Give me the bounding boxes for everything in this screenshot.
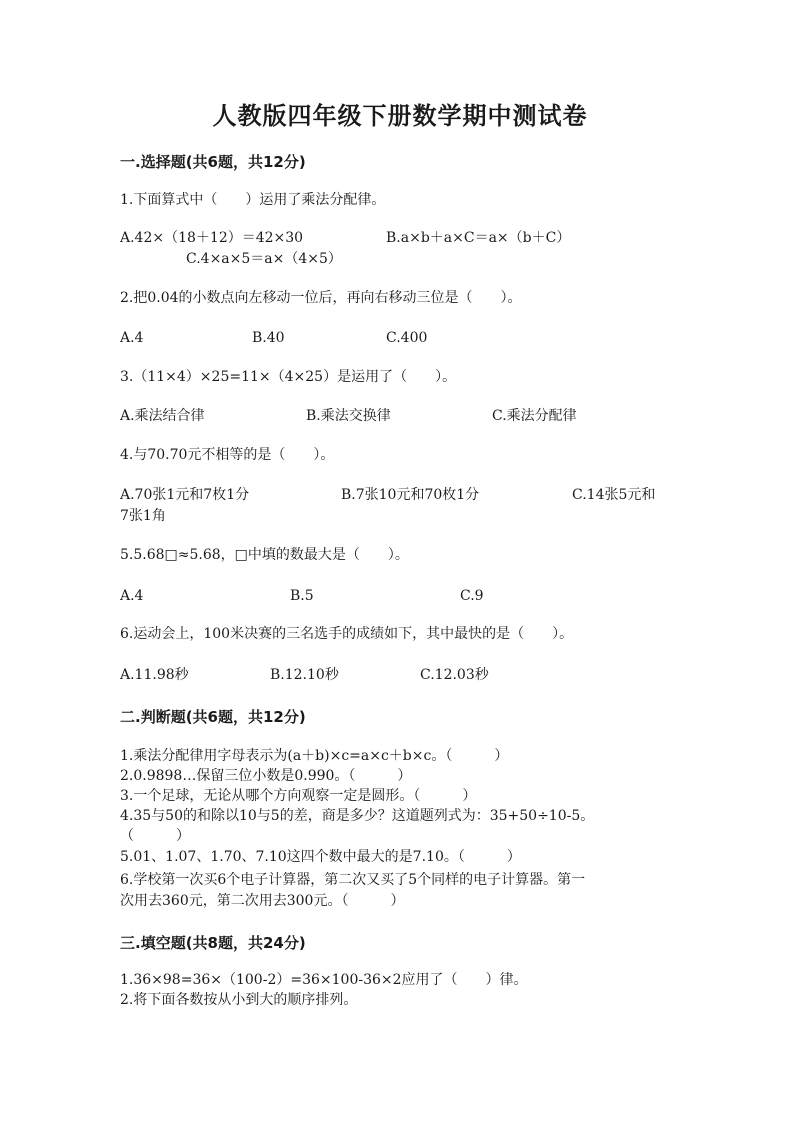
page-title: 人教版四年级下册数学期中测试卷: [212, 101, 588, 130]
choice-option-4c-continued: 7张1角: [120, 508, 166, 524]
choice-question-2: 2.把0.04的小数点向左移动一位后，再向右移动三位是（ ）。: [120, 290, 522, 306]
choice-option-5c: C.9: [460, 588, 484, 604]
judge-item-3: 3.一个足球，无论从哪个方向观察一定是圆形。（ ）: [120, 788, 477, 804]
fill-item-2: 2.将下面各数按从小到大的顺序排列。: [120, 992, 358, 1008]
section-heading-judge: 二.判断题(共6题，共12分): [120, 708, 306, 726]
judge-item-4-bracket: （ ）: [120, 828, 190, 844]
choice-option-6a: A.11.98秒: [120, 667, 189, 683]
judge-item-5: 5.01、1.07、1.70、7.10这四个数中最大的是7.10。（ ）: [120, 849, 521, 865]
choice-option-2a: A.4: [120, 330, 144, 346]
choice-option-5a: A.4: [120, 588, 144, 604]
choice-option-3a: A.乘法结合律: [120, 408, 205, 424]
choice-option-4b: B.7张10元和70枚1分: [341, 487, 480, 503]
judge-item-6-continued: 次用去360元，第二次用去300元。（ ）: [120, 893, 405, 909]
choice-option-1c: C.4×a×5＝a×（4×5）: [186, 251, 342, 267]
section-heading-fill: 三.填空题(共8题，共24分): [120, 934, 306, 952]
choice-option-4a: A.70张1元和7枚1分: [120, 487, 250, 503]
choice-option-1b: B.a×b＋a×C＝a×（b＋C）: [386, 230, 571, 246]
judge-item-1: 1.乘法分配律用字母表示为(a＋b)×c=a×c＋b×c。（ ）: [120, 748, 509, 764]
choice-question-1: 1.下面算式中（ ）运用了乘法分配律。: [120, 192, 386, 208]
choice-option-4c: C.14张5元和: [572, 487, 656, 503]
choice-option-2b: B.40: [252, 330, 285, 346]
choice-option-6b: B.12.10秒: [270, 667, 339, 683]
choice-option-5b: B.5: [290, 588, 314, 604]
choice-option-2c: C.400: [386, 330, 428, 346]
choice-option-1a: A.42×（18＋12）＝42×30: [120, 230, 304, 246]
choice-option-3c: C.乘法分配律: [492, 408, 577, 424]
choice-question-4: 4.与70.70元不相等的是（ ）。: [120, 447, 335, 463]
choice-question-3: 3.（11×4）×25=11×（4×25）是运用了（ ）。: [120, 369, 457, 385]
fill-item-1: 1.36×98=36×（100-2）=36×100-36×2应用了（ ）律。: [120, 972, 528, 988]
choice-option-6c: C.12.03秒: [420, 667, 489, 683]
section-heading-choice: 一.选择题(共6题，共12分): [120, 153, 306, 171]
choice-question-6: 6.运动会上，100米决赛的三名选手的成绩如下，其中最快的是（ ）。: [120, 626, 574, 642]
judge-item-6: 6.学校第一次买6个电子计算器，第二次又买了5个同样的电子计算器。第一: [120, 872, 586, 888]
judge-item-2: 2.0.9898…保留三位小数是0.990。（ ）: [120, 768, 412, 784]
choice-question-5: 5.5.68□≈5.68，□中填的数最大是（ ）。: [120, 547, 409, 563]
choice-option-3b: B.乘法交换律: [306, 408, 391, 424]
judge-item-4: 4.35与50的和除以10与5的差，商是多少？这道题列式为：35+50÷10-5。: [120, 808, 595, 824]
